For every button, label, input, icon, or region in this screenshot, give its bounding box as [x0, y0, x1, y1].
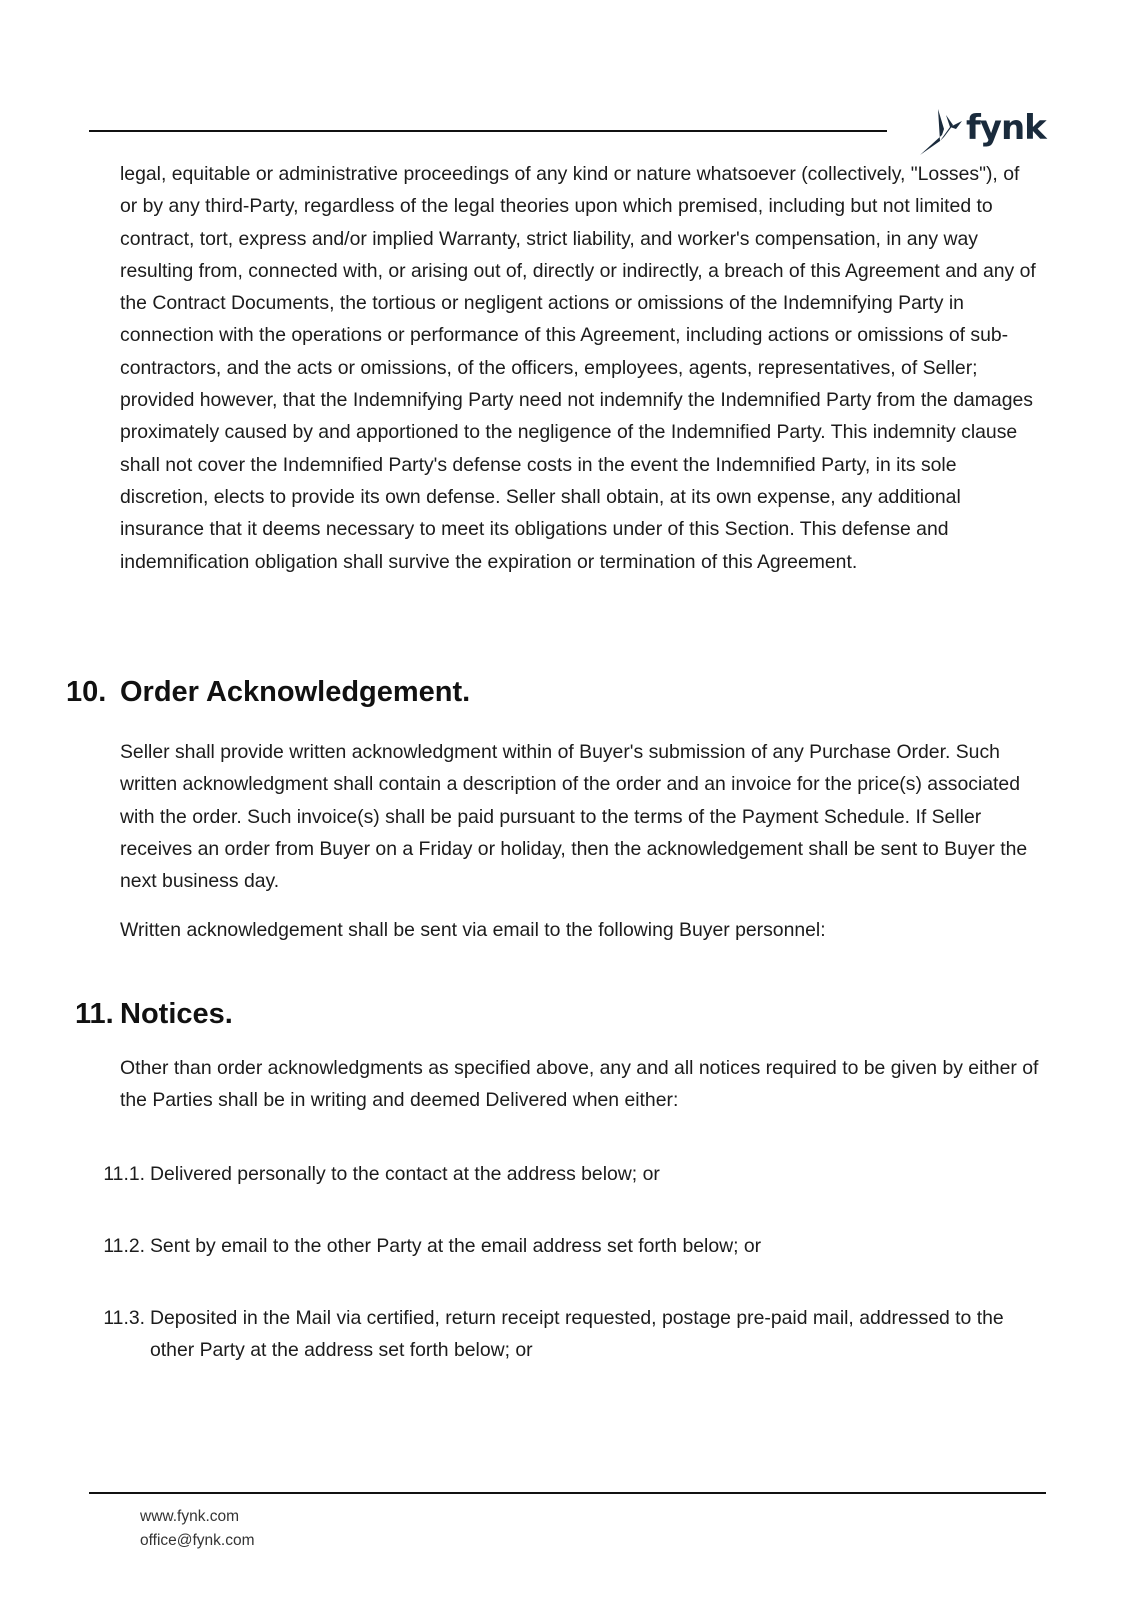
list-item-number: 11.2. — [103, 1235, 145, 1257]
footer-divider — [89, 1492, 1046, 1494]
section-10-title: Order Acknowledgement. — [120, 676, 471, 708]
section-10-number: 10. — [66, 676, 107, 708]
section-10-paragraph-2: Written acknowledgement shall be sent via email to the following Buyer personnel: — [120, 919, 826, 941]
footer-website: www.fynk.com — [140, 1508, 240, 1525]
list-item-text: Deposited in the Mail via certified, return receipt requested, postage pre-paid mail, addressed to the other Party at the address set forth below; or — [150, 1307, 1004, 1362]
header-divider — [89, 130, 887, 132]
list-item-number: 11.3. — [103, 1307, 145, 1329]
list-item-text: Sent by email to the other Party at the email address set forth below; or — [150, 1235, 762, 1257]
section-11-title: Notices. — [120, 998, 233, 1030]
fynk-logo — [918, 104, 1048, 158]
section-11-number: 11. — [75, 998, 114, 1030]
bird-icon — [918, 105, 964, 157]
footer-email: office@fynk.com — [140, 1532, 255, 1549]
list-item-text: Delivered personally to the contact at the address below; or — [150, 1163, 660, 1185]
logo-text: fynk — [966, 108, 1046, 148]
section-11-paragraph: Other than order acknowledgments as specified above, any and all notices required to be given by either of the Parties shall be in writing and deemed Delivered when either: — [120, 1057, 1039, 1112]
list-item-number: 11.1. — [103, 1163, 145, 1185]
section-10-paragraph-1: Seller shall provide written acknowledgment within of Buyer's submission of any Purchase Order. Such written acknowledgment shall contain a description of the order and an invoice for the price(s) associated with the order. Such invoice(s) shall be paid pursuant to the terms of the Payment Schedule. If Seller receives an order from Buyer on a Friday or holiday, then the acknowledgement shall be sent to Buyer the next business day. — [120, 741, 1028, 893]
intro-paragraph: legal, equitable or administrative proceedings of any kind or nature whatsoever (collectively, "Losses"), of or by any third-Party, regardless of the legal theories upon which premised, including but not limited to contract, tort, express and/or implied Warranty, strict liability, and worker's compensation, in any way resulting from, connected with, or arising out of, directly or indirectly, a breach of this Agreement and any of the Contract Documents, the tortious or negligent actions or omissions of the Indemnifying Party in connection with the operations or performance of this Agreement, including actions or omissions of sub-contractors, and the acts or omissions, of the officers, employees, agents, representatives, of Seller; provided however, that the Indemnifying Party need not indemnify the Indemnified Party from the damages proximately caused by and apportioned to the negligence of the Indemnified Party. This indemnity clause shall not cover the Indemnified Party's defense costs in the event the Indemnified Party, in its sole discretion, elects to provide its own defense. Seller shall obtain, at its own expense, any additional insurance that it deems necessary to meet its obligations under of this Section. This defense and indemnification obligation shall survive the expiration or termination of this Agreement. — [120, 163, 1036, 573]
